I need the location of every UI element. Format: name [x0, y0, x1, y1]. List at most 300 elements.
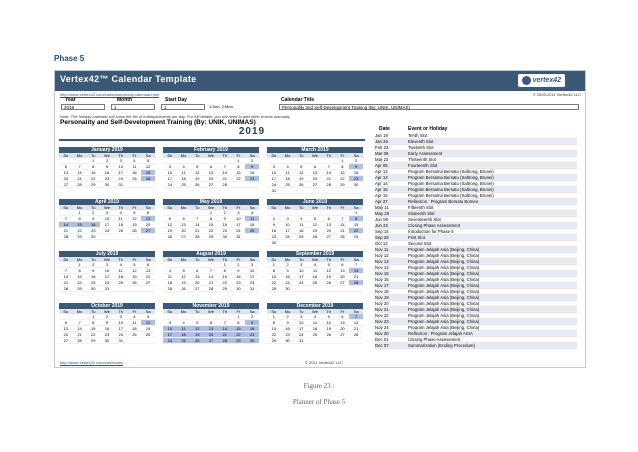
day-cell[interactable]	[232, 182, 246, 188]
day-cell[interactable]	[114, 286, 128, 292]
day-cell[interactable]: 5	[322, 314, 336, 320]
day-cell[interactable]	[245, 234, 259, 240]
day-cell[interactable]: 21	[73, 176, 87, 182]
day-cell[interactable]: 19	[128, 222, 142, 228]
day-cell[interactable]: 30	[349, 182, 363, 188]
day-cell[interactable]: 27	[141, 280, 155, 286]
day-cell[interactable]: 27	[177, 234, 191, 240]
day-cell[interactable]	[128, 338, 142, 344]
day-cell[interactable]: 10	[163, 326, 177, 332]
day-cell[interactable]: 13	[141, 268, 155, 274]
day-cell[interactable]	[308, 286, 322, 292]
day-cell[interactable]: 27	[204, 338, 218, 344]
day-cell[interactable]: 25	[177, 338, 191, 344]
day-cell[interactable]: 26	[322, 280, 336, 286]
day-cell[interactable]: 13	[190, 274, 204, 280]
day-cell[interactable]: 17	[163, 332, 177, 338]
day-cell[interactable]	[336, 240, 350, 246]
day-cell[interactable]: 4	[281, 164, 295, 170]
day-cell[interactable]: 8	[218, 268, 232, 274]
day-cell[interactable]	[141, 338, 155, 344]
day-cell[interactable]	[336, 188, 350, 194]
day-cell[interactable]: 5	[294, 164, 308, 170]
day-cell[interactable]: 2	[86, 210, 100, 216]
day-cell[interactable]: 24	[163, 338, 177, 344]
day-cell[interactable]	[349, 240, 363, 246]
day-cell[interactable]: 2	[245, 158, 259, 164]
day-cell[interactable]: 19	[294, 176, 308, 182]
day-cell[interactable]: 23	[232, 280, 246, 286]
day-cell[interactable]: 24	[294, 280, 308, 286]
day-cell[interactable]: 13	[308, 170, 322, 176]
day-cell[interactable]: 10	[245, 268, 259, 274]
day-cell[interactable]: 2	[232, 262, 246, 268]
day-cell[interactable]: 12	[141, 320, 155, 326]
day-cell[interactable]: 3	[245, 262, 259, 268]
day-cell[interactable]: 26	[141, 176, 155, 182]
day-cell[interactable]: 15	[86, 170, 100, 176]
day-cell[interactable]: 12	[308, 222, 322, 228]
day-cell[interactable]: 19	[128, 274, 142, 280]
day-cell[interactable]: 9	[245, 164, 259, 170]
day-cell[interactable]: 31	[267, 188, 281, 194]
day-cell[interactable]: 25	[281, 182, 295, 188]
day-cell[interactable]: 7	[59, 268, 73, 274]
day-cell[interactable]: 14	[59, 222, 73, 228]
day-cell[interactable]: 16	[267, 228, 281, 234]
day-cell[interactable]: 30	[281, 286, 295, 292]
day-cell[interactable]: 10	[163, 170, 177, 176]
day-cell[interactable]: 20	[141, 274, 155, 280]
day-cell[interactable]: 28	[218, 338, 232, 344]
day-cell[interactable]: 7	[73, 164, 87, 170]
day-cell[interactable]: 4	[128, 158, 142, 164]
day-cell[interactable]	[281, 240, 295, 246]
day-cell[interactable]: 15	[73, 274, 87, 280]
day-cell[interactable]: 20	[336, 326, 350, 332]
day-cell[interactable]: 25	[114, 280, 128, 286]
day-cell[interactable]: 12	[141, 164, 155, 170]
day-cell[interactable]: 8	[232, 164, 246, 170]
day-cell[interactable]	[141, 286, 155, 292]
day-cell[interactable]: 22	[86, 176, 100, 182]
day-cell[interactable]: 30	[100, 182, 114, 188]
day-cell[interactable]: 2	[267, 216, 281, 222]
day-cell[interactable]: 31	[114, 338, 128, 344]
day-cell[interactable]: 21	[322, 176, 336, 182]
day-cell[interactable]: 9	[267, 222, 281, 228]
day-cell[interactable]: 9	[281, 320, 295, 326]
day-cell[interactable]: 25	[128, 332, 142, 338]
day-cell[interactable]: 3	[232, 210, 246, 216]
day-cell[interactable]: 8	[86, 164, 100, 170]
day-cell[interactable]: 28	[59, 234, 73, 240]
day-cell[interactable]: 9	[245, 320, 259, 326]
day-cell[interactable]: 27	[336, 332, 350, 338]
day-cell[interactable]: 17	[114, 170, 128, 176]
day-cell[interactable]	[322, 188, 336, 194]
day-cell[interactable]: 16	[245, 326, 259, 332]
day-cell[interactable]: 15	[232, 170, 246, 176]
day-cell[interactable]: 22	[204, 228, 218, 234]
day-cell[interactable]: 20	[59, 332, 73, 338]
day-cell[interactable]: 15	[86, 326, 100, 332]
calendar-title-input[interactable]: Personality and Self-Development Training (By: UNIK, UNIMAS)	[279, 104, 579, 110]
day-cell[interactable]: 12	[128, 268, 142, 274]
day-cell[interactable]: 6	[59, 164, 73, 170]
day-cell[interactable]: 31	[232, 234, 246, 240]
day-cell[interactable]: 8	[86, 320, 100, 326]
day-cell[interactable]: 1	[336, 158, 350, 164]
day-cell[interactable]: 27	[59, 338, 73, 344]
day-cell[interactable]: 18	[245, 222, 259, 228]
day-cell[interactable]: 28	[190, 234, 204, 240]
day-cell[interactable]: 4	[114, 210, 128, 216]
start-day-input[interactable]: 1	[161, 104, 205, 110]
day-cell[interactable]: 3	[100, 210, 114, 216]
day-cell[interactable]: 7	[218, 164, 232, 170]
day-cell[interactable]: 5	[177, 268, 191, 274]
day-cell[interactable]: 20	[322, 228, 336, 234]
day-cell[interactable]: 22	[232, 176, 246, 182]
day-cell[interactable]: 10	[100, 216, 114, 222]
day-cell[interactable]: 21	[190, 228, 204, 234]
day-cell[interactable]: 23	[281, 332, 295, 338]
day-cell[interactable]: 10	[232, 216, 246, 222]
day-cell[interactable]: 5	[190, 164, 204, 170]
day-cell[interactable]: 26	[190, 338, 204, 344]
day-cell[interactable]: 17	[267, 176, 281, 182]
day-cell[interactable]: 25	[245, 228, 259, 234]
day-cell[interactable]: 30	[232, 286, 246, 292]
day-cell[interactable]: 17	[100, 222, 114, 228]
day-cell[interactable]: 20	[336, 274, 350, 280]
day-cell[interactable]	[128, 286, 142, 292]
day-cell[interactable]: 24	[100, 280, 114, 286]
day-cell[interactable]: 23	[218, 228, 232, 234]
day-cell[interactable]: 22	[336, 176, 350, 182]
day-cell[interactable]: 2	[349, 158, 363, 164]
day-cell[interactable]: 23	[100, 176, 114, 182]
day-cell[interactable]: 19	[177, 280, 191, 286]
day-cell[interactable]: 18	[308, 326, 322, 332]
day-cell[interactable]: 31	[100, 286, 114, 292]
day-cell[interactable]: 18	[128, 170, 142, 176]
day-cell[interactable]: 18	[177, 176, 191, 182]
day-cell[interactable]: 18	[114, 222, 128, 228]
day-cell[interactable]: 7	[190, 216, 204, 222]
day-cell[interactable]: 13	[336, 268, 350, 274]
day-cell[interactable]: 1	[204, 210, 218, 216]
day-cell[interactable]: 5	[141, 314, 155, 320]
day-cell[interactable]	[349, 338, 363, 344]
day-cell[interactable]: 9	[86, 268, 100, 274]
day-cell[interactable]: 21	[218, 176, 232, 182]
day-cell[interactable]: 30	[218, 234, 232, 240]
day-cell[interactable]: 20	[59, 176, 73, 182]
day-cell[interactable]: 20	[308, 176, 322, 182]
day-cell[interactable]: 14	[190, 222, 204, 228]
day-cell[interactable]: 31	[245, 286, 259, 292]
day-cell[interactable]: 7	[59, 216, 73, 222]
day-cell[interactable]: 3	[281, 216, 295, 222]
day-cell[interactable]: 7	[336, 216, 350, 222]
day-cell[interactable]: 17	[100, 274, 114, 280]
day-cell[interactable]: 11	[114, 216, 128, 222]
day-cell[interactable]	[349, 188, 363, 194]
day-cell[interactable]: 1	[73, 210, 87, 216]
day-cell[interactable]	[128, 234, 142, 240]
day-cell[interactable]: 26	[190, 182, 204, 188]
day-cell[interactable]: 6	[59, 320, 73, 326]
day-cell[interactable]	[308, 240, 322, 246]
year-input[interactable]: 2019	[61, 104, 105, 110]
day-cell[interactable]: 23	[86, 228, 100, 234]
day-cell[interactable]	[128, 182, 142, 188]
day-cell[interactable]: 27	[204, 182, 218, 188]
day-cell[interactable]: 13	[336, 320, 350, 326]
day-cell[interactable]: 24	[245, 280, 259, 286]
day-cell[interactable]: 9	[100, 320, 114, 326]
day-cell[interactable]: 8	[349, 216, 363, 222]
day-cell[interactable]: 25	[128, 176, 142, 182]
day-cell[interactable]: 13	[322, 222, 336, 228]
day-cell[interactable]: 5	[308, 216, 322, 222]
day-cell[interactable]: 12	[322, 268, 336, 274]
day-cell[interactable]: 23	[86, 280, 100, 286]
day-cell[interactable]: 8	[73, 268, 87, 274]
day-cell[interactable]	[322, 338, 336, 344]
day-cell[interactable]: 29	[73, 234, 87, 240]
day-cell[interactable]: 6	[177, 216, 191, 222]
day-cell[interactable]: 9	[218, 216, 232, 222]
day-cell[interactable]: 11	[114, 268, 128, 274]
day-cell[interactable]: 14	[218, 170, 232, 176]
template-url-link[interactable]: http://www.vertex42.com/calendars/yearly-calendar.html	[60, 92, 159, 97]
day-cell[interactable]: 28	[349, 332, 363, 338]
day-cell[interactable]: 9	[232, 268, 246, 274]
day-cell[interactable]: 19	[163, 228, 177, 234]
day-cell[interactable]: 21	[218, 332, 232, 338]
day-cell[interactable]: 28	[218, 182, 232, 188]
day-cell[interactable]: 27	[308, 182, 322, 188]
day-cell[interactable]: 25	[163, 286, 177, 292]
day-cell[interactable]: 30	[281, 338, 295, 344]
day-cell[interactable]: 19	[190, 176, 204, 182]
day-cell[interactable]: 19	[322, 274, 336, 280]
day-cell[interactable]: 11	[281, 170, 295, 176]
day-cell[interactable]	[336, 286, 350, 292]
day-cell[interactable]: 14	[204, 274, 218, 280]
day-cell[interactable]: 21	[204, 280, 218, 286]
day-cell[interactable]: 31	[114, 182, 128, 188]
day-cell[interactable]: 20	[204, 176, 218, 182]
day-cell[interactable]: 17	[294, 274, 308, 280]
day-cell[interactable]: 14	[322, 170, 336, 176]
day-cell[interactable]: 29	[86, 338, 100, 344]
day-cell[interactable]: 15	[218, 274, 232, 280]
day-cell[interactable]: 15	[204, 222, 218, 228]
day-cell[interactable]: 23	[267, 234, 281, 240]
day-cell[interactable]: 15	[349, 222, 363, 228]
day-cell[interactable]: 11	[294, 222, 308, 228]
day-cell[interactable]: 8	[232, 320, 246, 326]
day-cell[interactable]: 6	[190, 268, 204, 274]
day-cell[interactable]: 22	[349, 228, 363, 234]
day-cell[interactable]: 13	[59, 326, 73, 332]
day-cell[interactable]: 11	[308, 320, 322, 326]
day-cell[interactable]: 24	[114, 332, 128, 338]
day-cell[interactable]: 20	[141, 222, 155, 228]
day-cell[interactable]: 19	[308, 228, 322, 234]
day-cell[interactable]: 29	[73, 286, 87, 292]
day-cell[interactable]: 15	[232, 326, 246, 332]
day-cell[interactable]: 8	[73, 216, 87, 222]
day-cell[interactable]: 20	[177, 228, 191, 234]
day-cell[interactable]	[141, 182, 155, 188]
month-input[interactable]: 1	[111, 104, 155, 110]
day-cell[interactable]: 15	[336, 170, 350, 176]
day-cell[interactable]: 24	[294, 332, 308, 338]
day-cell[interactable]: 2	[281, 314, 295, 320]
day-cell[interactable]: 20	[204, 332, 218, 338]
day-cell[interactable]	[308, 338, 322, 344]
day-cell[interactable]: 16	[281, 274, 295, 280]
day-cell[interactable]: 10	[114, 164, 128, 170]
day-cell[interactable]: 27	[322, 234, 336, 240]
day-cell[interactable]: 21	[73, 332, 87, 338]
day-cell[interactable]: 5	[141, 158, 155, 164]
day-cell[interactable]: 23	[245, 332, 259, 338]
day-cell[interactable]: 28	[349, 280, 363, 286]
day-cell[interactable]: 13	[204, 326, 218, 332]
day-cell[interactable]: 3	[114, 158, 128, 164]
day-cell[interactable]: 17	[232, 222, 246, 228]
day-cell[interactable]: 4	[308, 314, 322, 320]
day-cell[interactable]: 16	[349, 170, 363, 176]
day-cell[interactable]: 5	[128, 262, 142, 268]
day-cell[interactable]: 22	[232, 332, 246, 338]
day-cell[interactable]: 5	[190, 320, 204, 326]
day-cell[interactable]: 3	[114, 314, 128, 320]
day-cell[interactable]: 4	[163, 268, 177, 274]
day-cell[interactable]: 4	[294, 216, 308, 222]
day-cell[interactable]: 2	[100, 158, 114, 164]
footer-url-link[interactable]: http://www.vertex42.com/calendars/	[60, 360, 124, 365]
day-cell[interactable]: 28	[73, 338, 87, 344]
day-cell[interactable]: 21	[336, 228, 350, 234]
day-cell[interactable]	[245, 182, 259, 188]
day-cell[interactable]: 26	[163, 234, 177, 240]
day-cell[interactable]: 13	[141, 216, 155, 222]
day-cell[interactable]: 17	[294, 326, 308, 332]
day-cell[interactable]: 20	[190, 280, 204, 286]
day-cell[interactable]: 25	[114, 228, 128, 234]
day-cell[interactable]: 14	[336, 222, 350, 228]
day-cell[interactable]: 24	[267, 182, 281, 188]
day-cell[interactable]: 1	[349, 210, 363, 216]
day-cell[interactable]: 10	[281, 222, 295, 228]
day-cell[interactable]: 15	[267, 326, 281, 332]
day-cell[interactable]: 11	[128, 164, 142, 170]
day-cell[interactable]: 27	[141, 228, 155, 234]
day-cell[interactable]: 7	[204, 268, 218, 274]
day-cell[interactable]: 7	[322, 164, 336, 170]
day-cell[interactable]: 4	[308, 262, 322, 268]
day-cell[interactable]: 30	[267, 240, 281, 246]
day-cell[interactable]: 8	[204, 216, 218, 222]
day-cell[interactable]: 29	[86, 182, 100, 188]
day-cell[interactable]: 6	[322, 216, 336, 222]
day-cell[interactable]: 29	[267, 338, 281, 344]
day-cell[interactable]: 25	[308, 280, 322, 286]
day-cell[interactable]: 17	[163, 176, 177, 182]
day-cell[interactable]	[294, 286, 308, 292]
day-cell[interactable]: 6	[336, 262, 350, 268]
day-cell[interactable]: 26	[294, 182, 308, 188]
day-cell[interactable]: 28	[59, 286, 73, 292]
day-cell[interactable]: 3	[294, 262, 308, 268]
day-cell[interactable]: 26	[128, 280, 142, 286]
day-cell[interactable]: 24	[232, 228, 246, 234]
day-cell[interactable]: 7	[73, 320, 87, 326]
day-cell[interactable]: 16	[100, 326, 114, 332]
day-cell[interactable]: 1	[232, 314, 246, 320]
day-cell[interactable]: 17	[245, 274, 259, 280]
day-cell[interactable]: 30	[86, 234, 100, 240]
day-cell[interactable]: 2	[100, 314, 114, 320]
day-cell[interactable]: 12	[190, 326, 204, 332]
day-cell[interactable]: 12	[128, 216, 142, 222]
day-cell[interactable]: 30	[245, 338, 259, 344]
day-cell[interactable]	[336, 338, 350, 344]
day-cell[interactable]: 13	[204, 170, 218, 176]
day-cell[interactable]: 8	[267, 320, 281, 326]
day-cell[interactable]: 14	[59, 274, 73, 280]
day-cell[interactable]: 26	[308, 234, 322, 240]
day-cell[interactable]: 28	[204, 286, 218, 292]
day-cell[interactable]: 1	[267, 262, 281, 268]
day-cell[interactable]: 9	[86, 216, 100, 222]
day-cell[interactable]: 21	[59, 228, 73, 234]
day-cell[interactable]	[100, 234, 114, 240]
day-cell[interactable]: 1	[86, 314, 100, 320]
day-cell[interactable]: 4	[177, 164, 191, 170]
day-cell[interactable]: 6	[308, 164, 322, 170]
day-cell[interactable]: 30	[86, 286, 100, 292]
day-cell[interactable]: 18	[114, 274, 128, 280]
day-cell[interactable]: 3	[294, 314, 308, 320]
day-cell[interactable]: 5	[128, 210, 142, 216]
day-cell[interactable]: 5	[322, 262, 336, 268]
day-cell[interactable]: 26	[177, 286, 191, 292]
day-cell[interactable]	[114, 234, 128, 240]
day-cell[interactable]: 1	[73, 262, 87, 268]
day-cell[interactable]: 29	[267, 286, 281, 292]
day-cell[interactable]: 11	[245, 216, 259, 222]
day-cell[interactable]	[322, 240, 336, 246]
day-cell[interactable]: 10	[100, 268, 114, 274]
day-cell[interactable]: 6	[141, 262, 155, 268]
day-cell[interactable]: 8	[267, 268, 281, 274]
day-cell[interactable]: 12	[177, 274, 191, 280]
day-cell[interactable]: 15	[267, 274, 281, 280]
day-cell[interactable]: 7	[349, 314, 363, 320]
day-cell[interactable]: 1	[267, 314, 281, 320]
day-cell[interactable]: 1	[232, 158, 246, 164]
day-cell[interactable]: 25	[308, 332, 322, 338]
day-cell[interactable]: 2	[86, 262, 100, 268]
